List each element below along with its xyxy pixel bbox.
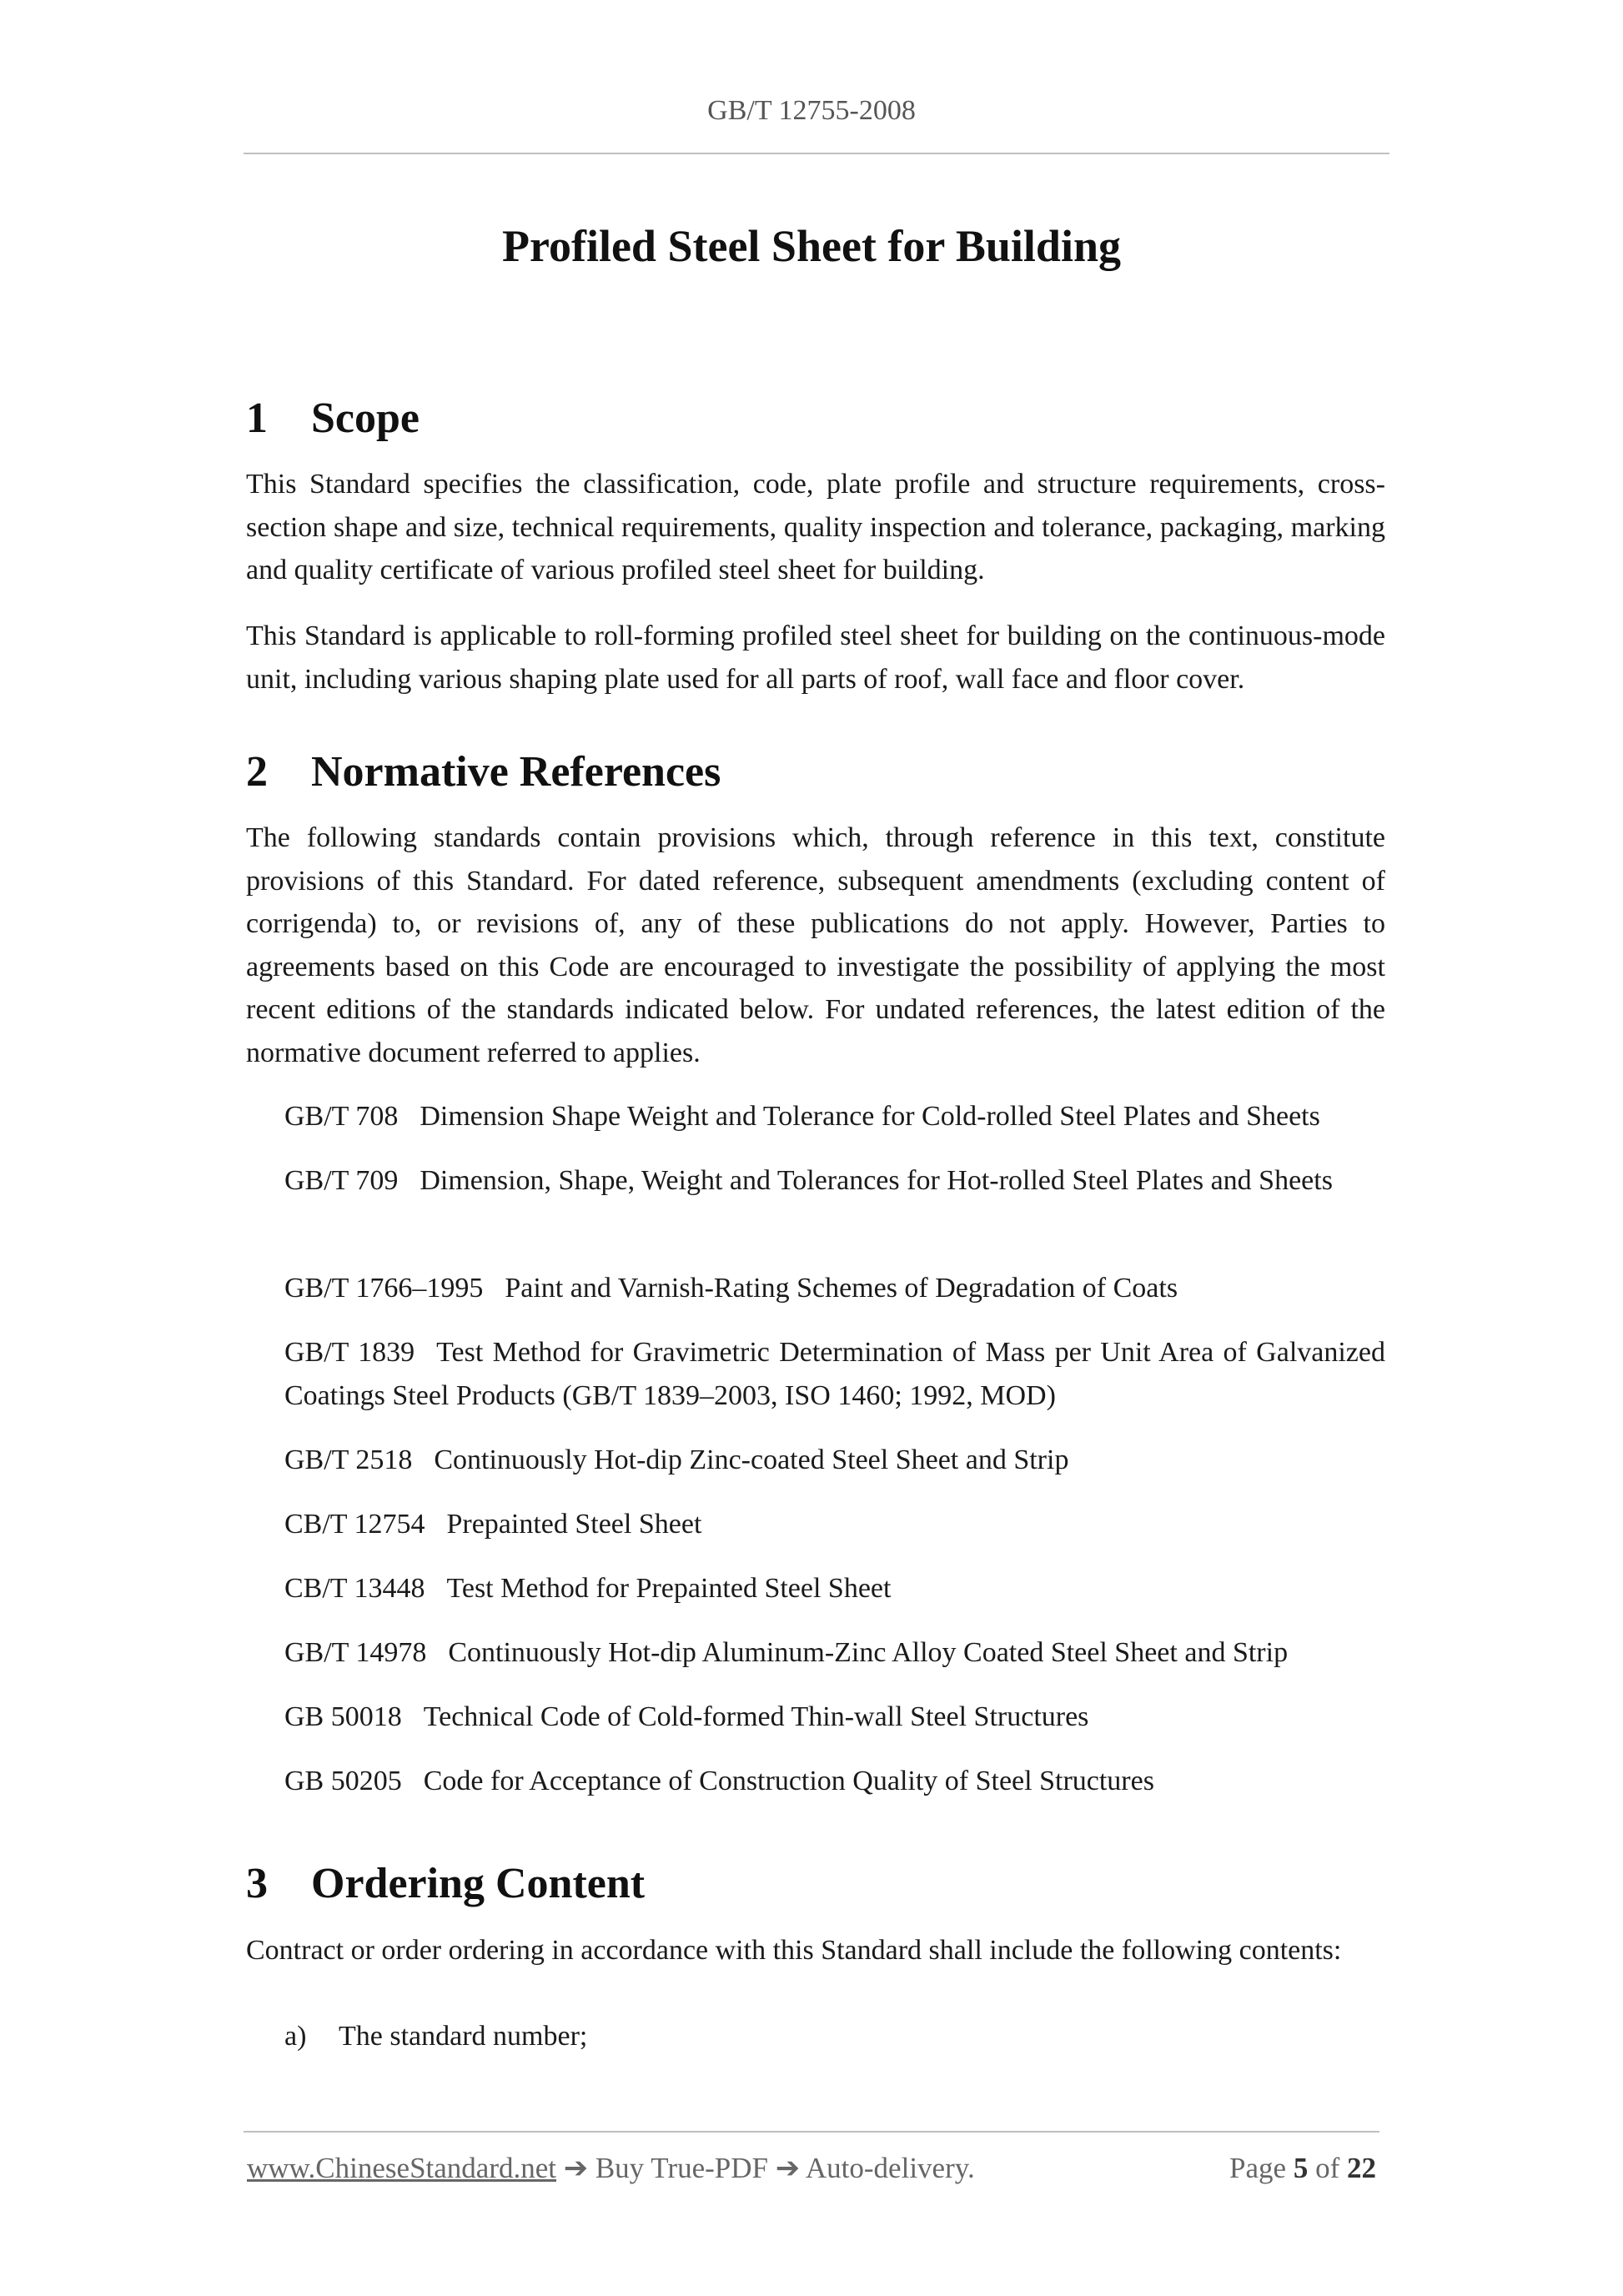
reference-item bbox=[284, 1267, 1385, 1310]
arrow-right-icon: ➔ bbox=[775, 2152, 801, 2184]
reference-code: GB/T 1839 bbox=[284, 1337, 415, 1368]
scope-paragraph-2: This Standard is applicable to roll-forming profiled steel sheet for building on the continuous-mode unit, including various shaping plate used for all parts of roof, wall face and floor cover. bbox=[246, 620, 1385, 695]
footer-promo bbox=[247, 2152, 975, 2185]
references-intro-paragraph: The following standards contain provisions which, through reference in this text, constitute provisions of this Standard. For dated reference, subsequent amendments (excluding content of corrigenda) to, or revisions of, any of these publications do not apply. However, Parties to agreements based on this Code are encouraged to investigate the possibility of applying the most recent editions of the standards indicated below. For undated references, the latest edition of the normative document referred to applies. bbox=[246, 822, 1385, 1068]
section-title: Ordering Content bbox=[311, 1860, 646, 1907]
reference-item bbox=[284, 1095, 1385, 1138]
reference-code: GB/T 14978 bbox=[284, 1637, 427, 1668]
reference-item bbox=[284, 1567, 1385, 1610]
delivery-text: Auto-delivery. bbox=[805, 2152, 975, 2184]
reference-title: Paint and Varnish-Rating Schemes of Degradation of Coats bbox=[505, 1273, 1178, 1304]
reference-code: GB/T 709 bbox=[284, 1165, 399, 1196]
running-header: GB/T 12755-2008 bbox=[707, 95, 916, 126]
reference-code: GB/T 1766–1995 bbox=[284, 1273, 484, 1304]
buy-pdf-text: Buy True-PDF bbox=[595, 2152, 768, 2184]
header-divider bbox=[244, 153, 1389, 154]
of-label: of bbox=[1315, 2152, 1340, 2184]
reference-code: GB/T 708 bbox=[284, 1101, 399, 1132]
reference-item bbox=[284, 1439, 1385, 1482]
list-item bbox=[284, 2015, 587, 2058]
reference-item bbox=[284, 1631, 1385, 1675]
page-indicator bbox=[1201, 2152, 1376, 2185]
reference-item bbox=[284, 1159, 1385, 1203]
section-number: 3 bbox=[246, 1860, 268, 1907]
reference-item bbox=[284, 1696, 1385, 1739]
reference-title: Continuously Hot-dip Aluminum-Zinc Alloy Coated Steel Sheet and Strip bbox=[448, 1637, 1289, 1668]
section-2-heading bbox=[246, 747, 721, 796]
site-link[interactable]: www.ChineseStandard.net bbox=[247, 2152, 556, 2184]
section-1-heading bbox=[246, 394, 420, 443]
reference-title: Test Method for Prepainted Steel Sheet bbox=[446, 1573, 892, 1604]
reference-title: Code for Acceptance of Construction Quality of Steel Structures bbox=[423, 1766, 1154, 1796]
reference-title: Dimension, Shape, Weight and Tolerances for Hot-rolled Steel Plates and Sheets bbox=[420, 1165, 1333, 1196]
scope-paragraph-1: This Standard specifies the classification, code, plate profile and structure requirements, cross-section shape and size, technical requirements, quality inspection and tolerance, packaging, marking and quality certificate of various profiled steel sheet for building. bbox=[246, 469, 1385, 585]
reference-title: Technical Code of Cold-formed Thin-wall Steel Structures bbox=[423, 1701, 1089, 1732]
reference-title: Dimension Shape Weight and Tolerance for Cold-rolled Steel Plates and Sheets bbox=[420, 1101, 1320, 1132]
section-title: Scope bbox=[311, 394, 420, 442]
page-number: 5 bbox=[1293, 2152, 1309, 2184]
reference-item bbox=[284, 1503, 1385, 1546]
reference-title: Test Method for Gravimetric Determination of Mass per Unit Area of Galvanized Coatings Steel Products (GB/T 1839–2003, ISO 1460; 1992, MOD) bbox=[284, 1337, 1385, 1411]
reference-code: GB/T 2518 bbox=[284, 1444, 413, 1475]
reference-code: CB/T 12754 bbox=[284, 1509, 425, 1540]
document-title: Profiled Steel Sheet for Building bbox=[502, 221, 1121, 271]
list-item-text: The standard number; bbox=[339, 2021, 588, 2052]
arrow-right-icon: ➔ bbox=[563, 2152, 589, 2184]
reference-title: Continuously Hot-dip Zinc-coated Steel Sheet and Strip bbox=[434, 1444, 1069, 1475]
section-number: 1 bbox=[246, 394, 268, 442]
reference-title: Prepainted Steel Sheet bbox=[446, 1509, 702, 1540]
reference-code: GB 50205 bbox=[284, 1766, 402, 1796]
reference-item bbox=[284, 1331, 1385, 1417]
footer-divider bbox=[244, 2131, 1379, 2133]
section-3-heading bbox=[246, 1859, 645, 1908]
reference-item bbox=[284, 1760, 1385, 1803]
section-title: Normative References bbox=[311, 748, 721, 796]
ordering-intro-paragraph: Contract or order ordering in accordance with this Standard shall include the following contents: bbox=[246, 1935, 1342, 1966]
total-pages: 22 bbox=[1347, 2152, 1376, 2184]
list-marker: a) bbox=[284, 2021, 307, 2052]
page-label: Page bbox=[1229, 2152, 1287, 2184]
reference-code: CB/T 13448 bbox=[284, 1573, 425, 1604]
section-number: 2 bbox=[246, 748, 268, 796]
reference-code: GB 50018 bbox=[284, 1701, 402, 1732]
